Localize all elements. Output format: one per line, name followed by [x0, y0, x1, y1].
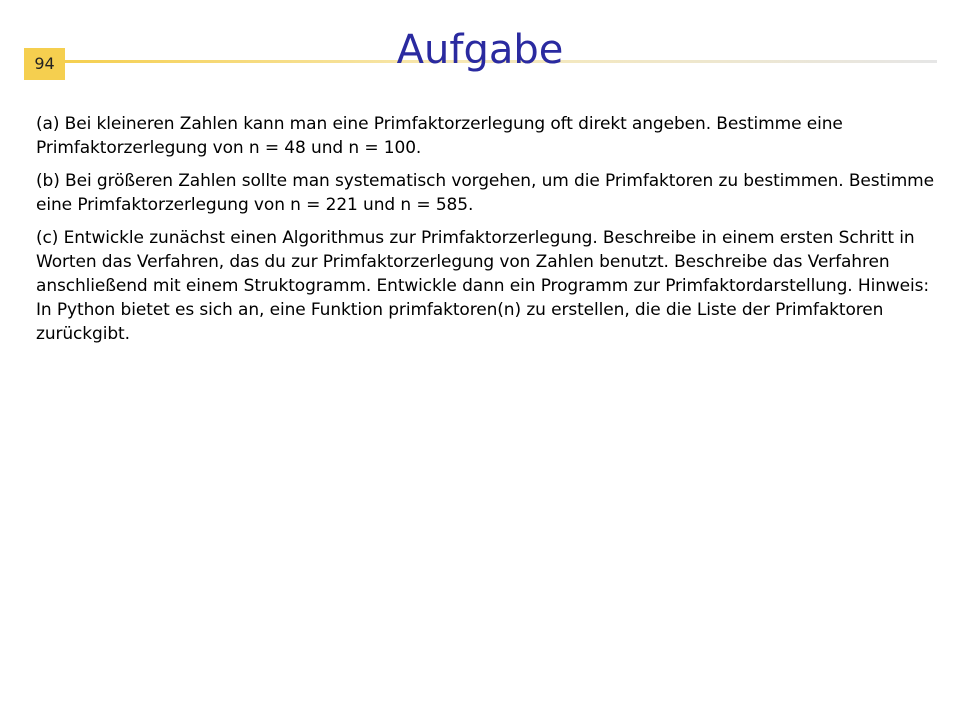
task-text [36, 112, 946, 355]
page-number: 94 [34, 54, 55, 73]
page-title: Aufgabe [396, 27, 564, 73]
task-paragraph-a: (a) Bei kleineren Zahlen kann man eine Primfaktorzerlegung oft direkt angeben. Bestimme eine Primfaktorzerlegung von n = 48 und n = 100. [36, 114, 843, 158]
task-paragraph-c: (c) Entwickle zunächst einen Algorithmus zur Primfaktorzerlegung. Beschreibe in einem ersten Schritt in Worten das Verfahren, das du zur Primfaktorzerlegung von Zahlen benutzt. Beschreibe das Verfahren anschließend mit einem Struktogramm. Entwickle dann ein Programm zur Primfaktordarstellung. Hinweis: In Python bietet es sich an, eine Funktion primfaktoren(n) zu erstellen, die die Liste der Primfaktoren zurückgibt. [36, 228, 930, 344]
task-paragraph-b: (b) Bei größeren Zahlen sollte man systematisch vorgehen, um die Primfaktoren zu bestimmen. Bestimme eine Primfaktorzerlegung von n = 221 und n = 585. [36, 171, 934, 215]
